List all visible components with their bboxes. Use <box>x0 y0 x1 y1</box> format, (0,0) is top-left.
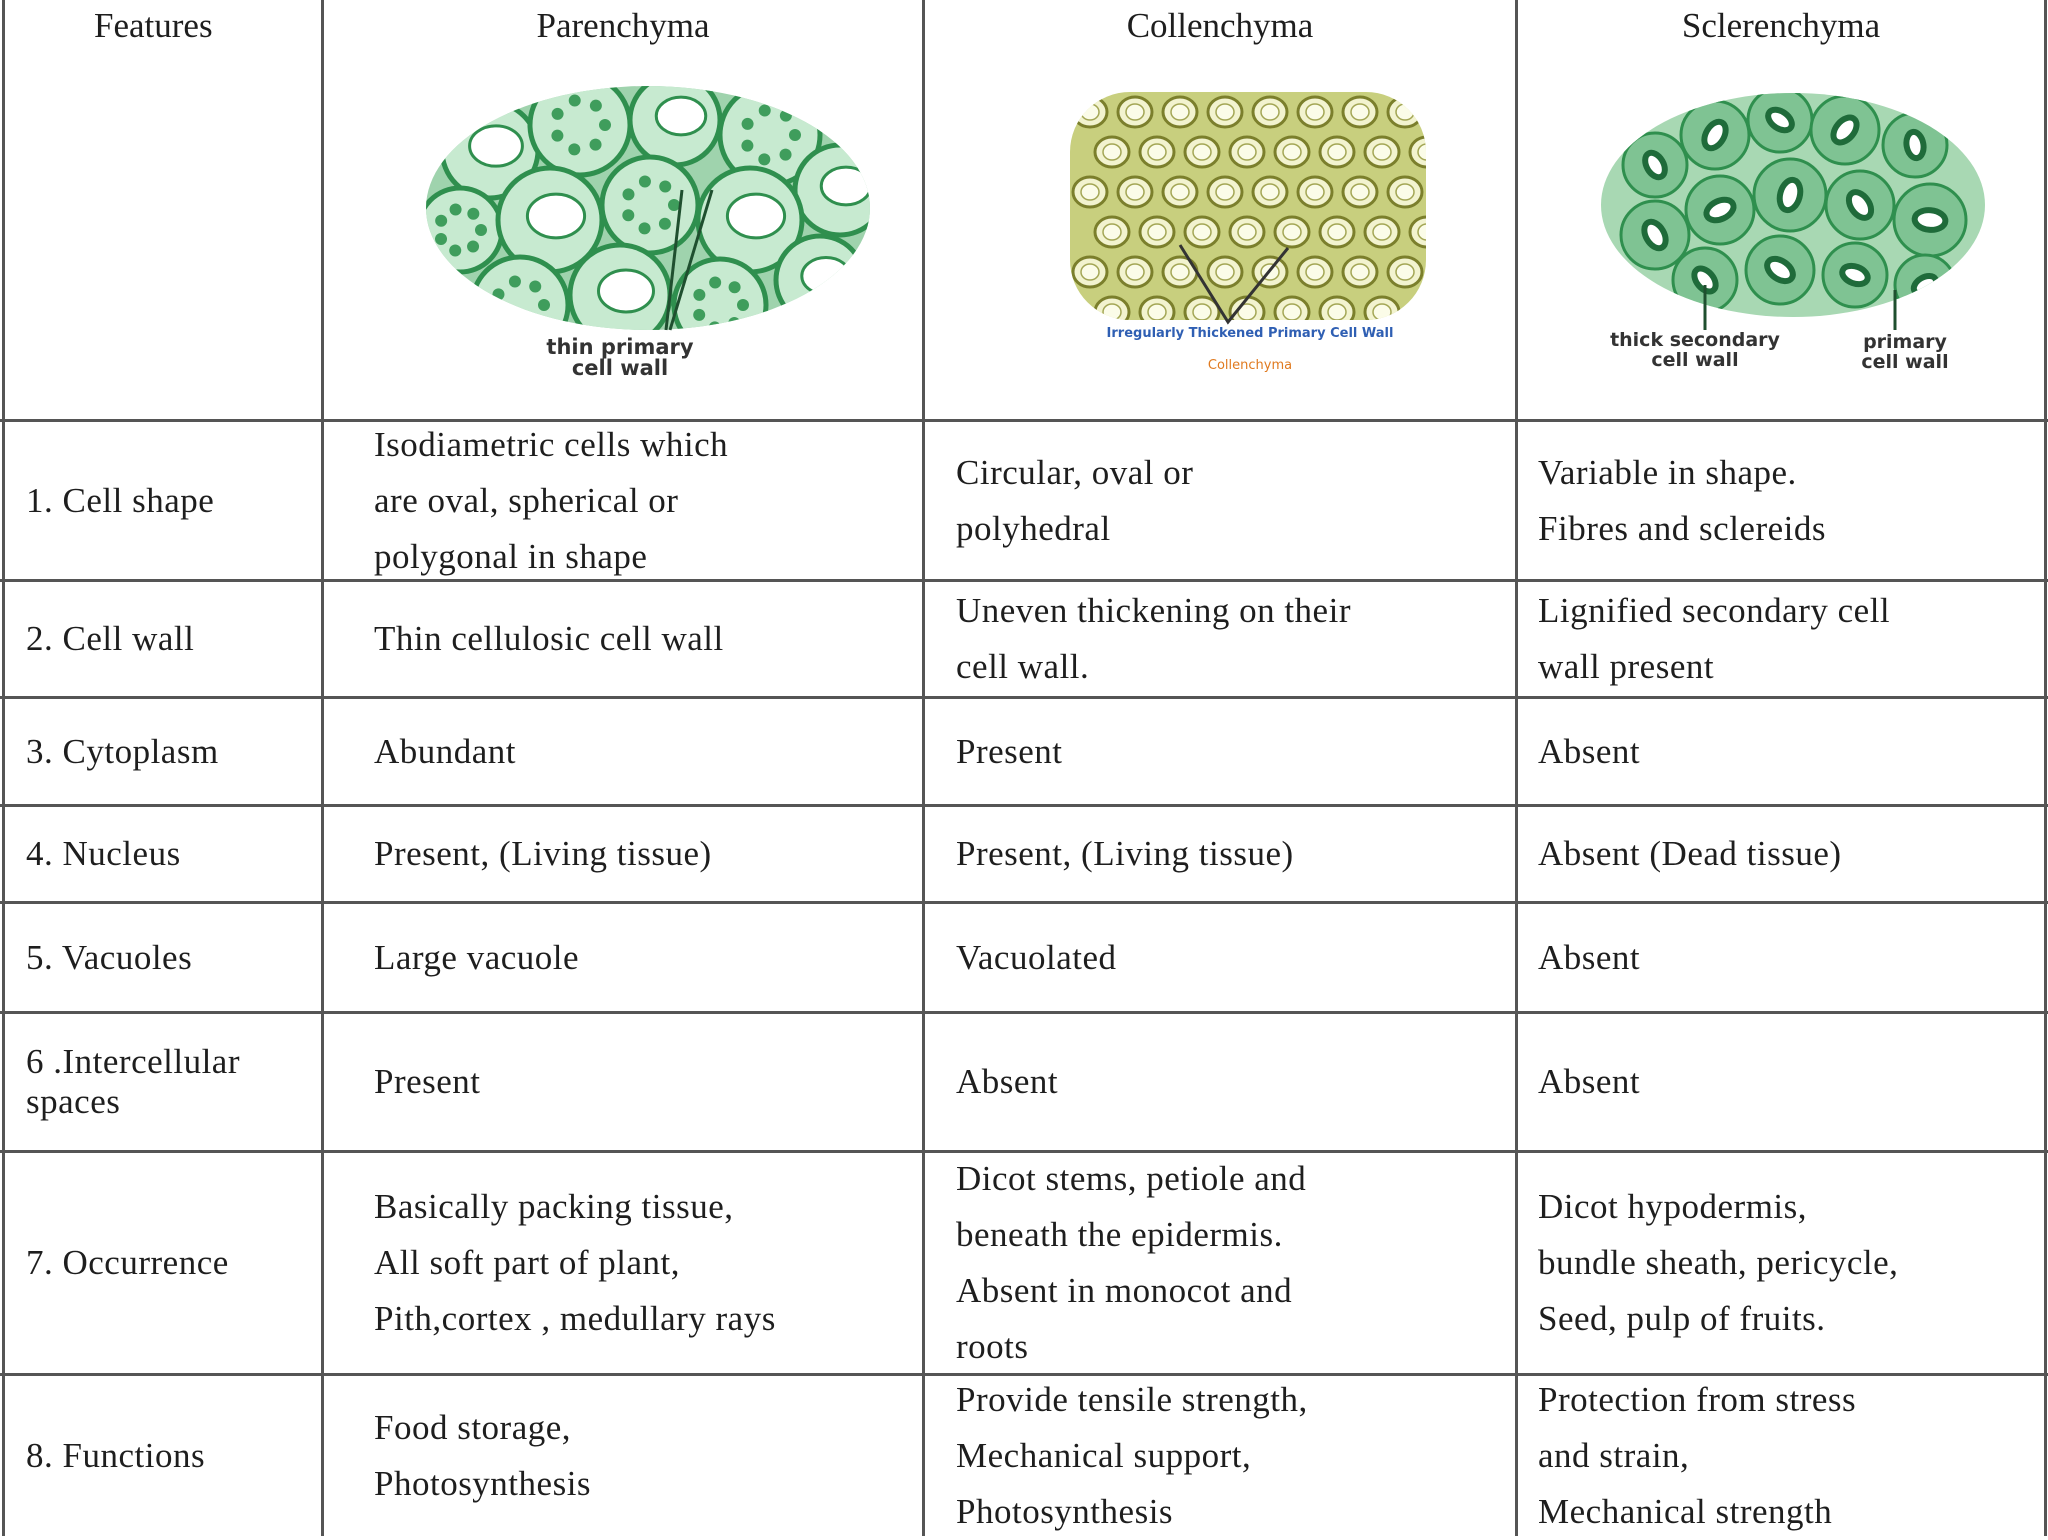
cell-line: Variable in shape. <box>1538 452 1797 492</box>
cell-feature <box>26 1153 321 1373</box>
cell-parenchyma <box>374 807 922 901</box>
grid-vline <box>2 0 5 1536</box>
cell-line: Provide tensile strength, <box>956 1380 1308 1419</box>
cell-line: Present, (Living tissue) <box>374 834 712 873</box>
cell-line: Photosynthesis <box>374 1464 592 1503</box>
parenchyma-caption-1: thin primary <box>546 335 694 359</box>
cell-line: and strain, <box>1538 1436 1690 1475</box>
cell-line: cell wall. <box>956 647 1090 686</box>
cell-line: Photosynthesis <box>956 1492 1174 1531</box>
parenchyma-cells-icon <box>420 80 880 340</box>
cell-line: Present <box>956 731 1063 771</box>
cell-line: are oval, spherical or <box>374 480 679 520</box>
header-collenchyma: Collenchyma <box>1126 6 1314 45</box>
cell-line: roots <box>956 1327 1029 1366</box>
cell-sclerenchyma <box>1538 422 2044 579</box>
cell-line: Lignified secondary cell <box>1538 591 1891 630</box>
cell-line: Circular, oval or <box>956 452 1194 492</box>
cell-collenchyma <box>956 1014 1515 1150</box>
collenchyma-label: Collenchyma <box>1207 358 1293 373</box>
cell-line: spaces <box>26 1082 121 1121</box>
cell-line: Absent in monocot and <box>956 1271 1293 1310</box>
cell-line: 1. Cell shape <box>26 480 215 520</box>
cell-line: 6 .Intercellular <box>26 1042 241 1081</box>
collenchyma-caption: Irregularly Thickened Primary Cell Wall <box>1106 326 1394 341</box>
cell-sclerenchyma <box>1538 904 2044 1011</box>
cell-feature <box>26 1376 321 1536</box>
cell-parenchyma <box>374 1376 922 1536</box>
cell-line: polygonal in shape <box>374 536 648 576</box>
parenchyma-caption-2: cell wall <box>571 356 669 380</box>
cell-sclerenchyma <box>1538 1014 2044 1150</box>
cell-feature <box>26 904 321 1011</box>
cell-collenchyma <box>956 807 1515 901</box>
cell-feature <box>26 422 321 579</box>
cell-sclerenchyma <box>1538 699 2044 804</box>
cell-parenchyma <box>374 904 922 1011</box>
cell-collenchyma <box>956 904 1515 1011</box>
sclerenchyma-caption-left-1: thick secondary <box>1610 329 1780 351</box>
cell-collenchyma <box>956 699 1515 804</box>
cell-line: Absent <box>1538 937 1641 977</box>
cell-collenchyma <box>956 1376 1515 1536</box>
cell-line: Absent <box>1538 1062 1641 1101</box>
grid-vline <box>922 0 925 1536</box>
cell-line: Fibres and sclereids <box>1538 508 1826 548</box>
sclerenchyma-caption-right-2: cell wall <box>1861 351 1949 373</box>
cell-line: 8. Functions <box>26 1436 206 1475</box>
cell-line: All soft part of plant, <box>374 1243 681 1282</box>
cell-line: Absent (Dead tissue) <box>1538 834 1842 873</box>
cell-collenchyma <box>956 1153 1515 1373</box>
cell-sclerenchyma <box>1538 1376 2044 1536</box>
sclerenchyma-caption-left-2: cell wall <box>1651 349 1739 371</box>
cell-sclerenchyma <box>1538 1153 2044 1373</box>
cell-parenchyma <box>374 1014 922 1150</box>
cell-line: Present, (Living tissue) <box>956 834 1294 873</box>
cell-parenchyma <box>374 422 922 579</box>
grid-vline <box>2044 0 2047 1536</box>
header-features: Features <box>94 6 213 45</box>
cell-line: 2. Cell wall <box>26 619 195 658</box>
cell-line: polyhedral <box>956 508 1111 548</box>
cell-line: wall present <box>1538 647 1715 686</box>
sclerenchyma-caption-right-1: primary <box>1863 331 1947 353</box>
cell-line: Thin cellulosic cell wall <box>374 619 724 658</box>
cell-line: Absent <box>956 1062 1059 1101</box>
cell-line: Vacuolated <box>956 937 1117 977</box>
cell-line: Mechanical support, <box>956 1436 1252 1475</box>
cell-line: 3. Cytoplasm <box>26 731 219 771</box>
cell-collenchyma <box>956 582 1515 696</box>
cell-line: Mechanical strength <box>1538 1492 1833 1531</box>
cell-line: Present <box>374 1062 481 1101</box>
cell-line: Food storage, <box>374 1408 572 1447</box>
cell-feature <box>26 1014 321 1150</box>
header-sclerenchyma: Sclerenchyma <box>1681 6 1881 45</box>
cell-line: Abundant <box>374 731 517 771</box>
cell-line: Large vacuole <box>374 937 580 977</box>
collenchyma-cells-icon <box>1068 90 1428 325</box>
cell-line: Basically packing tissue, <box>374 1187 734 1226</box>
cell-line: Seed, pulp of fruits. <box>1538 1299 1826 1338</box>
cell-line: 7. Occurrence <box>26 1243 229 1282</box>
grid-vline <box>321 0 324 1536</box>
header-parenchyma: Parenchyma <box>536 6 710 45</box>
cell-line: Uneven thickening on their <box>956 591 1351 630</box>
cell-feature <box>26 807 321 901</box>
cell-line: 5. Vacuoles <box>26 937 193 977</box>
cell-sclerenchyma <box>1538 582 2044 696</box>
cell-line: Dicot hypodermis, <box>1538 1187 1808 1226</box>
cell-line: Dicot stems, petiole and <box>956 1159 1307 1198</box>
cell-sclerenchyma <box>1538 807 2044 901</box>
cell-line: beneath the epidermis. <box>956 1215 1283 1254</box>
cell-line: 4. Nucleus <box>26 834 181 873</box>
sclerenchyma-cells-icon <box>1595 85 1995 335</box>
cell-line: Pith,cortex , medullary rays <box>374 1299 776 1338</box>
cell-line: Absent <box>1538 731 1641 771</box>
cell-line: Protection from stress <box>1538 1380 1857 1419</box>
cell-line: bundle sheath, pericycle, <box>1538 1243 1899 1282</box>
grid-vline <box>1515 0 1518 1536</box>
cell-feature <box>26 699 321 804</box>
cell-parenchyma <box>374 699 922 804</box>
cell-feature <box>26 582 321 696</box>
cell-parenchyma <box>374 582 922 696</box>
cell-parenchyma <box>374 1153 922 1373</box>
cell-collenchyma <box>956 422 1515 579</box>
cell-line: Isodiametric cells which <box>374 424 729 464</box>
